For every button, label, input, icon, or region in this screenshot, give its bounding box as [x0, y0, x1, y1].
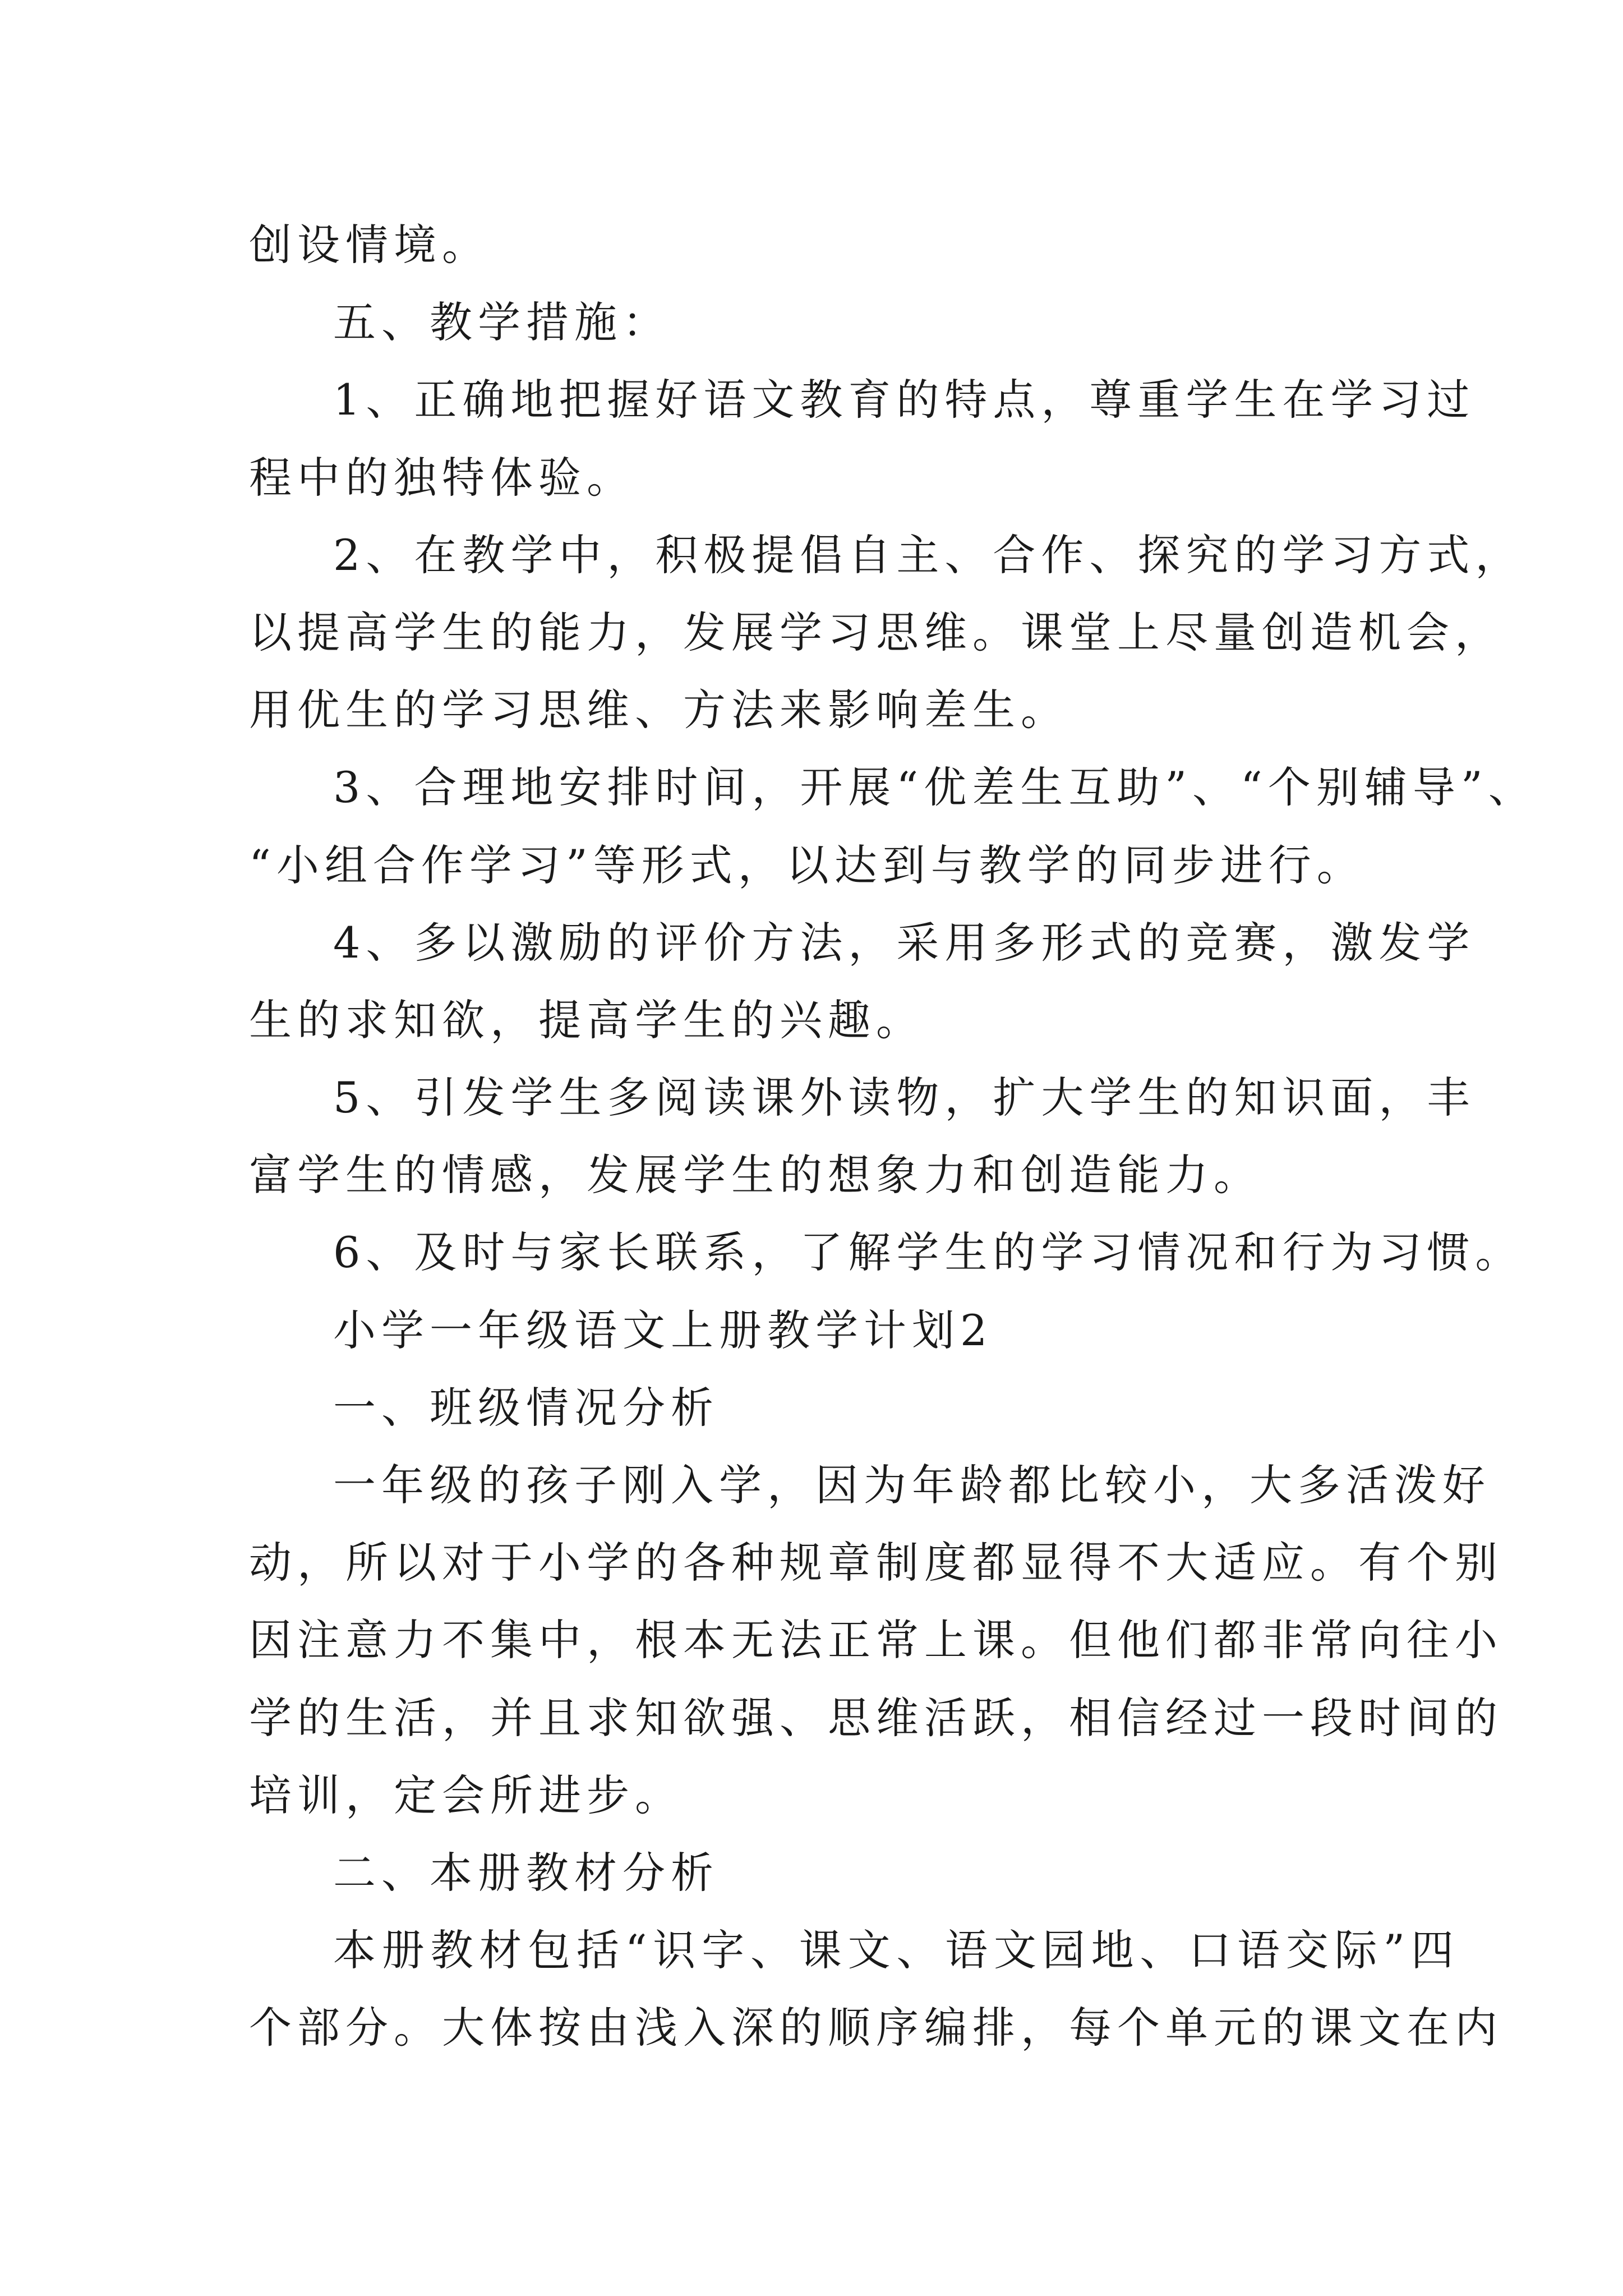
- text-line: 本册教材包括“识字、课文、语文园地、口语交际”四: [333, 1925, 1459, 1976]
- text-line: 动，所以对于小学的各种规章制度都显得不大适应。有个别: [249, 1538, 1503, 1588]
- text-line: 一年级的孩子刚入学，因为年龄都比较小，大多活泼好: [333, 1460, 1491, 1510]
- text-line: 培训，定会所进步。: [249, 1770, 683, 1820]
- text-line: 富学生的情感，发展学生的想象力和创造能力。: [249, 1150, 1262, 1200]
- document-body: [249, 206, 1537, 2067]
- text-line: 创设情境。: [249, 220, 490, 270]
- text-line: 5、引发学生多阅读课外读物，扩大学生的知识面，丰: [333, 1073, 1476, 1123]
- text-line: 用优生的学习思维、方法来影响差生。: [249, 685, 1069, 735]
- text-line: “小组合作学习”等形式，以达到与教学的同步进行。: [249, 840, 1365, 890]
- text-line: 因注意力不集中，根本无法正常上课。但他们都非常向往小: [249, 1615, 1503, 1665]
- section-heading: 五、教学措施：: [333, 297, 671, 348]
- text-line: 以提高学生的能力，发展学习思维。课堂上尽量创造机会，: [249, 607, 1503, 657]
- text-line: 程中的独特体验。: [249, 452, 635, 503]
- text-line: 2、在教学中，积极提倡自主、合作、探究的学习方式，: [333, 530, 1524, 580]
- text-line: 1、正确地把握好语文教育的特点，尊重学生在学习过: [333, 375, 1476, 425]
- document-subtitle: 小学一年级语文上册教学计划2: [333, 1305, 993, 1355]
- text-line: 6、及时与家长联系，了解学生的学习情况和行为习惯。: [333, 1227, 1524, 1278]
- section-heading: 一、班级情况分析: [333, 1382, 719, 1433]
- section-heading: 二、本册教材分析: [333, 1847, 719, 1898]
- text-line: 3、合理地安排时间，开展“优差生互助”、“个别辅导”、: [333, 762, 1537, 813]
- text-line: 生的求知欲，提高学生的兴趣。: [249, 995, 924, 1045]
- text-line: 个部分。大体按由浅入深的顺序编排，每个单元的课文在内: [249, 2003, 1503, 2053]
- text-line: 4、多以激励的评价方法，采用多形式的竞赛，激发学: [333, 917, 1476, 968]
- text-line: 学的生活，并且求知欲强、思维活跃，相信经过一段时间的: [249, 1692, 1503, 1743]
